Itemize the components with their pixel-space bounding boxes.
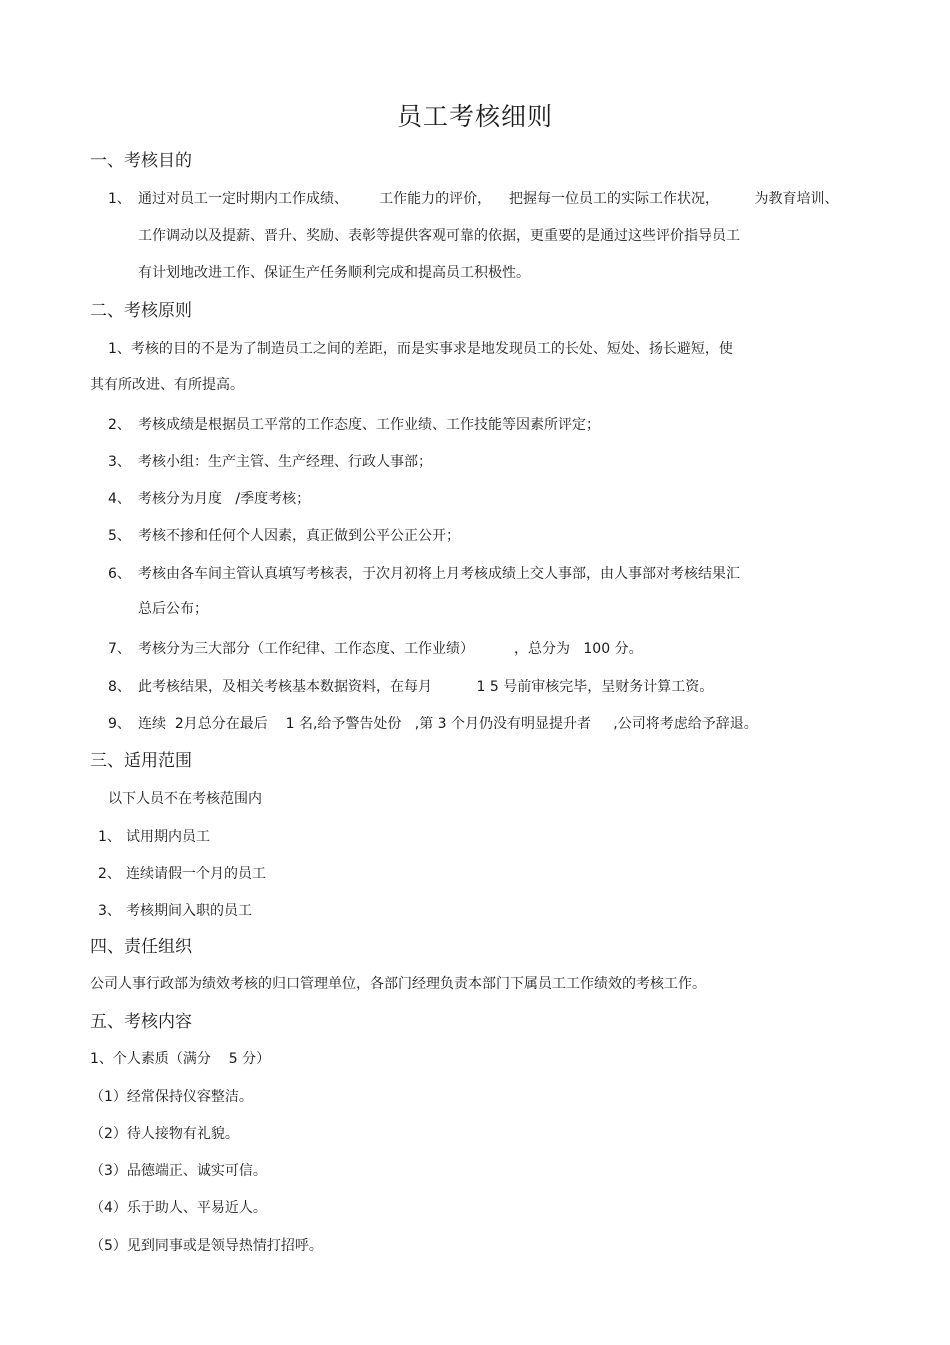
- document-title: 员工考核细则: [396, 102, 553, 131]
- list-number: 2、: [98, 866, 121, 882]
- paragraph-line: 1、考核的目的不是为了制造员工之间的差距，而是实事求是地发现员工的长处、短处、扬长避短，使: [108, 341, 733, 357]
- list-number: 9、: [108, 716, 131, 732]
- paragraph-line: 其有所改进、有所提高。: [90, 377, 244, 393]
- paragraph-line: 公司人事行政部为绩效考核的归口管理单位，各部门经理负责本部门下属员工工作绩效的考核工作。: [90, 976, 706, 992]
- list-item: （2）待人接物有礼貌。: [90, 1126, 239, 1142]
- list-item: 考核期间入职的员工: [126, 903, 252, 919]
- paragraph-line: 工作调动以及提薪、晋升、奖励、表彰等提供客观可靠的依据，更重要的是通过这些评价指导员工: [138, 228, 740, 244]
- list-number: 5、: [108, 528, 131, 544]
- list-item: 考核分为三大部分（工作纪律、工作态度、工作业绩） ，总分为 100 分。: [138, 641, 643, 657]
- section-heading-purpose: 一、考核目的: [90, 151, 192, 171]
- list-item: （1）经常保持仪容整洁。: [90, 1089, 253, 1105]
- subsection-heading: 1、个人素质（满分 5 分）: [90, 1051, 271, 1067]
- list-item: 试用期内员工: [126, 829, 210, 845]
- list-item-continued: 总后公布；: [138, 601, 208, 617]
- section-heading-principles: 二、考核原则: [90, 301, 192, 321]
- list-item: 连续请假一个月的员工: [126, 866, 266, 882]
- list-item: （3）品德端正、诚实可信。: [90, 1163, 267, 1179]
- list-number: 7、: [108, 641, 131, 657]
- list-item: 考核小组：生产主管、生产经理、行政人事部；: [138, 454, 432, 470]
- list-number: 3、: [98, 903, 121, 919]
- list-number: 8、: [108, 679, 131, 695]
- list-number: 1、: [98, 829, 121, 845]
- paragraph-line: 有计划地改进工作、保证生产任务顺利完成和提高员工积极性。: [138, 265, 530, 281]
- section-heading-content: 五、考核内容: [90, 1012, 192, 1032]
- list-item: 连续 2月总分在最后 1 名,给予警告处份 ,第 3 个月仍没有明显提升者 ,公司将考虑给予辞退。: [138, 716, 758, 732]
- list-number: 3、: [108, 454, 131, 470]
- list-item: 此考核结果，及相关考核基本数据资料，在每月 1 5 号前审核完毕，呈财务计算工资。: [138, 679, 714, 695]
- list-item: 考核分为月度 /季度考核；: [138, 491, 311, 507]
- list-number: 2、: [108, 417, 131, 433]
- list-number: 4、: [108, 491, 131, 507]
- section-heading-scope: 三、适用范围: [90, 751, 192, 771]
- section-heading-responsibility: 四、责任组织: [90, 937, 192, 957]
- list-item: （5）见到同事或是领导热情打招呼。: [90, 1238, 323, 1254]
- paragraph-line: 以下人员不在考核范围内: [108, 791, 262, 807]
- list-number: 6、: [108, 566, 131, 582]
- list-item: 考核不掺和任何个人因素，真正做到公平公正公开；: [138, 528, 460, 544]
- list-item: 考核由各车间主管认真填写考核表，于次月初将上月考核成绩上交人事部，由人事部对考核结果汇: [138, 566, 740, 582]
- list-item: 考核成绩是根据员工平常的工作态度、工作业绩、工作技能等因素所评定；: [138, 417, 600, 433]
- paragraph-line: 通过对员工一定时期内工作成绩、 工作能力的评价， 把握每一位员工的实际工作状况， 为教育培训、: [138, 191, 839, 207]
- list-number: 1、: [108, 191, 131, 207]
- list-item: （4）乐于助人、平易近人。: [90, 1200, 267, 1216]
